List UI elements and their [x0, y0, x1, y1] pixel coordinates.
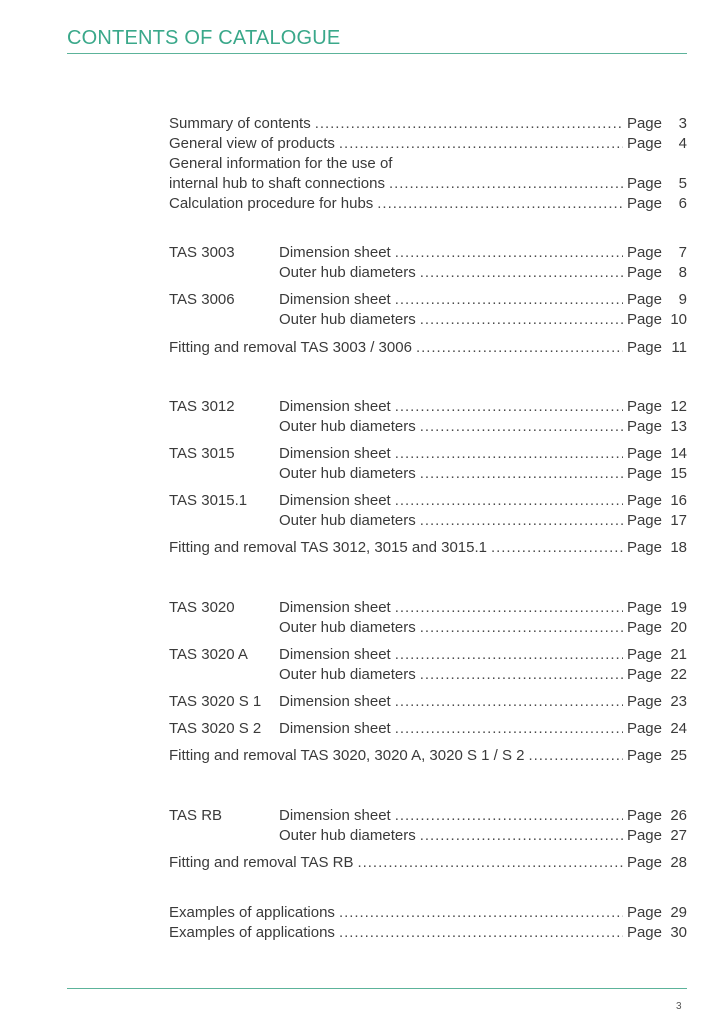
- page-number-value: 9: [678, 291, 687, 308]
- leader-dots: [395, 444, 623, 464]
- toc-entry-label: Outer hub diameters: [279, 827, 416, 844]
- toc-entry-label: Dimension sheet: [279, 646, 391, 663]
- toc-entry: [169, 903, 687, 923]
- toc-entry-label: Outer hub diameters: [279, 512, 416, 529]
- page-number-value: 5: [678, 175, 687, 192]
- page-number-value: 14: [670, 445, 687, 462]
- toc-entry: [169, 194, 687, 214]
- leader-dots: [395, 397, 623, 417]
- page-number-value: 16: [670, 492, 687, 509]
- toc-entry: [169, 290, 687, 310]
- leader-dots: [416, 338, 623, 358]
- leader-dots: [358, 853, 623, 873]
- page-number: 3: [676, 1001, 682, 1012]
- toc-entry-label: Summary of contents: [169, 115, 311, 132]
- toc-entry: [169, 134, 687, 154]
- toc-entry: [169, 923, 687, 943]
- toc-entry-label: Dimension sheet: [279, 720, 391, 737]
- page-number-value: 23: [670, 693, 687, 710]
- toc-entry: [169, 665, 687, 685]
- toc-entry-code: TAS 3012: [169, 398, 235, 415]
- toc-entry-page: [627, 174, 687, 194]
- page-number-value: 25: [670, 747, 687, 764]
- page-word: Page: [626, 445, 662, 462]
- page-word: Page: [626, 720, 662, 737]
- page-word: Page: [626, 135, 662, 152]
- toc-entry-page: [627, 746, 687, 766]
- page-number-value: 19: [670, 599, 687, 616]
- toc-entry-page: [627, 263, 687, 283]
- toc-entry-page: [627, 417, 687, 437]
- page-number-value: 21: [670, 646, 687, 663]
- toc-entry-page: [627, 719, 687, 739]
- page-word: Page: [626, 175, 662, 192]
- toc-entry: [169, 538, 687, 558]
- toc-entry-page: [627, 491, 687, 511]
- toc-entry: [169, 338, 687, 358]
- page-word: Page: [626, 115, 662, 132]
- toc-entry: [169, 397, 687, 417]
- toc-entry: [169, 310, 687, 330]
- page-word: Page: [626, 539, 662, 556]
- toc-entry-page: [627, 645, 687, 665]
- toc-entry: [169, 444, 687, 464]
- toc-entry-page: [627, 538, 687, 558]
- page-word: Page: [626, 195, 662, 212]
- leader-dots: [420, 618, 623, 638]
- toc-entry-code: TAS 3020: [169, 599, 235, 616]
- leader-dots: [420, 417, 623, 437]
- toc-entry-code: TAS RB: [169, 807, 223, 824]
- toc-entry-page: [627, 397, 687, 417]
- toc-entry: [169, 806, 687, 826]
- leader-dots: [395, 598, 623, 618]
- toc-entry-page: [627, 290, 687, 310]
- toc-entry-page: [627, 826, 687, 846]
- toc-entry-code: TAS 3015: [169, 445, 235, 462]
- toc-entry-label: Fitting and removal TAS 3012, 3015 and 3015.1: [169, 539, 487, 556]
- toc-entry-code: TAS 3003: [169, 244, 235, 261]
- page-number-value: 28: [670, 854, 687, 871]
- page-number-value: 6: [678, 195, 687, 212]
- page-word: Page: [626, 646, 662, 663]
- page-number-value: 22: [670, 666, 687, 683]
- toc-entry: [169, 853, 687, 873]
- page-number-value: 13: [670, 418, 687, 435]
- page-word: Page: [626, 924, 662, 941]
- toc-entry-label: Outer hub diameters: [279, 666, 416, 683]
- page-word: Page: [626, 827, 662, 844]
- page-word: Page: [626, 619, 662, 636]
- toc-entry-label: Outer hub diameters: [279, 418, 416, 435]
- page-word: Page: [626, 418, 662, 435]
- page-title: CONTENTS OF CATALOGUE: [67, 27, 341, 49]
- toc-entry: [169, 692, 687, 712]
- toc-entry-page: [627, 853, 687, 873]
- leader-dots: [395, 806, 623, 826]
- page-number-value: 3: [678, 115, 687, 132]
- page-word: Page: [626, 398, 662, 415]
- page-number-value: 7: [678, 244, 687, 261]
- toc-entry: [169, 417, 687, 437]
- page-number-value: 26: [670, 807, 687, 824]
- toc-entry-label: Dimension sheet: [279, 807, 391, 824]
- page-number-value: 8: [678, 264, 687, 281]
- toc-entry-page: [627, 511, 687, 531]
- page-number-value: 4: [678, 135, 687, 152]
- toc-entry-label: Calculation procedure for hubs: [169, 195, 374, 212]
- leader-dots: [339, 923, 623, 943]
- page-word: Page: [626, 854, 662, 871]
- leader-dots: [339, 134, 623, 154]
- page-word: Page: [626, 807, 662, 824]
- toc-entry-label: Dimension sheet: [279, 244, 391, 261]
- toc-entry-page: [627, 464, 687, 484]
- page-word: Page: [626, 465, 662, 482]
- toc-entry: [169, 464, 687, 484]
- page-number-value: 11: [671, 339, 687, 356]
- toc-entry-code: TAS 3006: [169, 291, 235, 308]
- toc-entry-label: Outer hub diameters: [279, 264, 416, 281]
- leader-dots: [377, 194, 623, 214]
- page-number-value: 15: [670, 465, 687, 482]
- toc-entry-code: TAS 3020 S 1: [169, 693, 262, 710]
- page-word: Page: [626, 492, 662, 509]
- page-number-value: 18: [670, 539, 687, 556]
- toc-entry-page: [627, 806, 687, 826]
- leader-dots: [420, 263, 623, 283]
- toc-entry-page: [627, 194, 687, 214]
- page-word: Page: [626, 747, 662, 764]
- leader-dots: [420, 826, 623, 846]
- toc-entry-label: Fitting and removal TAS 3020, 3020 A, 3020 S 1 / S 2: [169, 747, 525, 764]
- page-number-value: 30: [670, 924, 687, 941]
- toc-entry-page: [627, 243, 687, 263]
- page-word: Page: [626, 244, 662, 261]
- page-number-value: 12: [670, 398, 687, 415]
- toc-entry: [169, 618, 687, 638]
- page-number-value: 27: [670, 827, 687, 844]
- leader-dots: [529, 746, 623, 766]
- toc-entry-page: [627, 444, 687, 464]
- toc-entry: [169, 746, 687, 766]
- toc-entry-page: [627, 338, 687, 358]
- toc-entry-page: [627, 310, 687, 330]
- toc-entry-code: TAS 3020 S 2: [169, 720, 262, 737]
- toc-entry-label: Dimension sheet: [279, 599, 391, 616]
- toc-entry-label: internal hub to shaft connections: [169, 175, 385, 192]
- toc-entry: [169, 598, 687, 618]
- leader-dots: [420, 511, 623, 531]
- page-word: Page: [626, 291, 662, 308]
- toc-entry: [169, 511, 687, 531]
- leader-dots: [395, 243, 623, 263]
- leader-dots: [420, 310, 623, 330]
- toc-entry: [169, 263, 687, 283]
- toc-entry: [169, 719, 687, 739]
- toc-entry: [169, 174, 687, 194]
- toc-entry: [169, 154, 687, 174]
- leader-dots: [395, 645, 623, 665]
- toc-entry-label: Dimension sheet: [279, 291, 391, 308]
- page-number-value: 10: [670, 311, 687, 328]
- toc-entry-page: [627, 665, 687, 685]
- leader-dots: [315, 114, 623, 134]
- toc-entry-page: [627, 598, 687, 618]
- leader-dots: [395, 719, 623, 739]
- toc-entry-label: Fitting and removal TAS RB: [169, 854, 354, 871]
- leader-dots: [420, 665, 623, 685]
- leader-dots: [395, 692, 623, 712]
- toc-entry-label: Examples of applications: [169, 924, 335, 941]
- page-word: Page: [626, 599, 662, 616]
- leader-dots: [420, 464, 623, 484]
- footer-rule: [67, 988, 687, 989]
- page-number-value: 17: [670, 512, 687, 529]
- leader-dots: [395, 290, 623, 310]
- toc-entry-label: Dimension sheet: [279, 398, 391, 415]
- toc-entry-label: Outer hub diameters: [279, 465, 416, 482]
- toc-entry-label: Fitting and removal TAS 3003 / 3006: [169, 339, 412, 356]
- leader-dots: [339, 903, 623, 923]
- toc-entry-label: General information for the use of: [169, 155, 393, 172]
- page-word: Page: [626, 512, 662, 529]
- toc-entry-page: [627, 114, 687, 134]
- toc-entry-label: Dimension sheet: [279, 445, 391, 462]
- toc-entry-page: [627, 134, 687, 154]
- leader-dots: [491, 538, 623, 558]
- toc-entry-label: Dimension sheet: [279, 492, 391, 509]
- toc-entry: [169, 826, 687, 846]
- page-word: Page: [626, 264, 662, 281]
- page-number-value: 24: [670, 720, 687, 737]
- page-word: Page: [626, 666, 662, 683]
- toc-entry-page: [627, 692, 687, 712]
- toc-entry-page: [627, 618, 687, 638]
- toc-entry-label: Examples of applications: [169, 904, 335, 921]
- toc-entry: [169, 243, 687, 263]
- toc-entry: [169, 491, 687, 511]
- toc-entry-code: TAS 3020 A: [169, 646, 248, 663]
- header-rule: [67, 53, 687, 54]
- page-number-value: 20: [670, 619, 687, 636]
- page-word: Page: [626, 904, 662, 921]
- toc-entry: [169, 114, 687, 134]
- toc-entry-label: General view of products: [169, 135, 335, 152]
- page-word: Page: [626, 339, 662, 356]
- toc-entry-label: Outer hub diameters: [279, 619, 416, 636]
- leader-dots: [389, 174, 623, 194]
- toc-entry-code: TAS 3015.1: [169, 492, 248, 509]
- toc-entry-page: [627, 923, 687, 943]
- leader-dots: [395, 491, 623, 511]
- page-word: Page: [626, 311, 662, 328]
- toc-entry-page: [627, 903, 687, 923]
- toc-entry-label: Dimension sheet: [279, 693, 391, 710]
- toc-entry-label: Outer hub diameters: [279, 311, 416, 328]
- page-number-value: 29: [670, 904, 687, 921]
- toc-entry: [169, 645, 687, 665]
- page-word: Page: [626, 693, 662, 710]
